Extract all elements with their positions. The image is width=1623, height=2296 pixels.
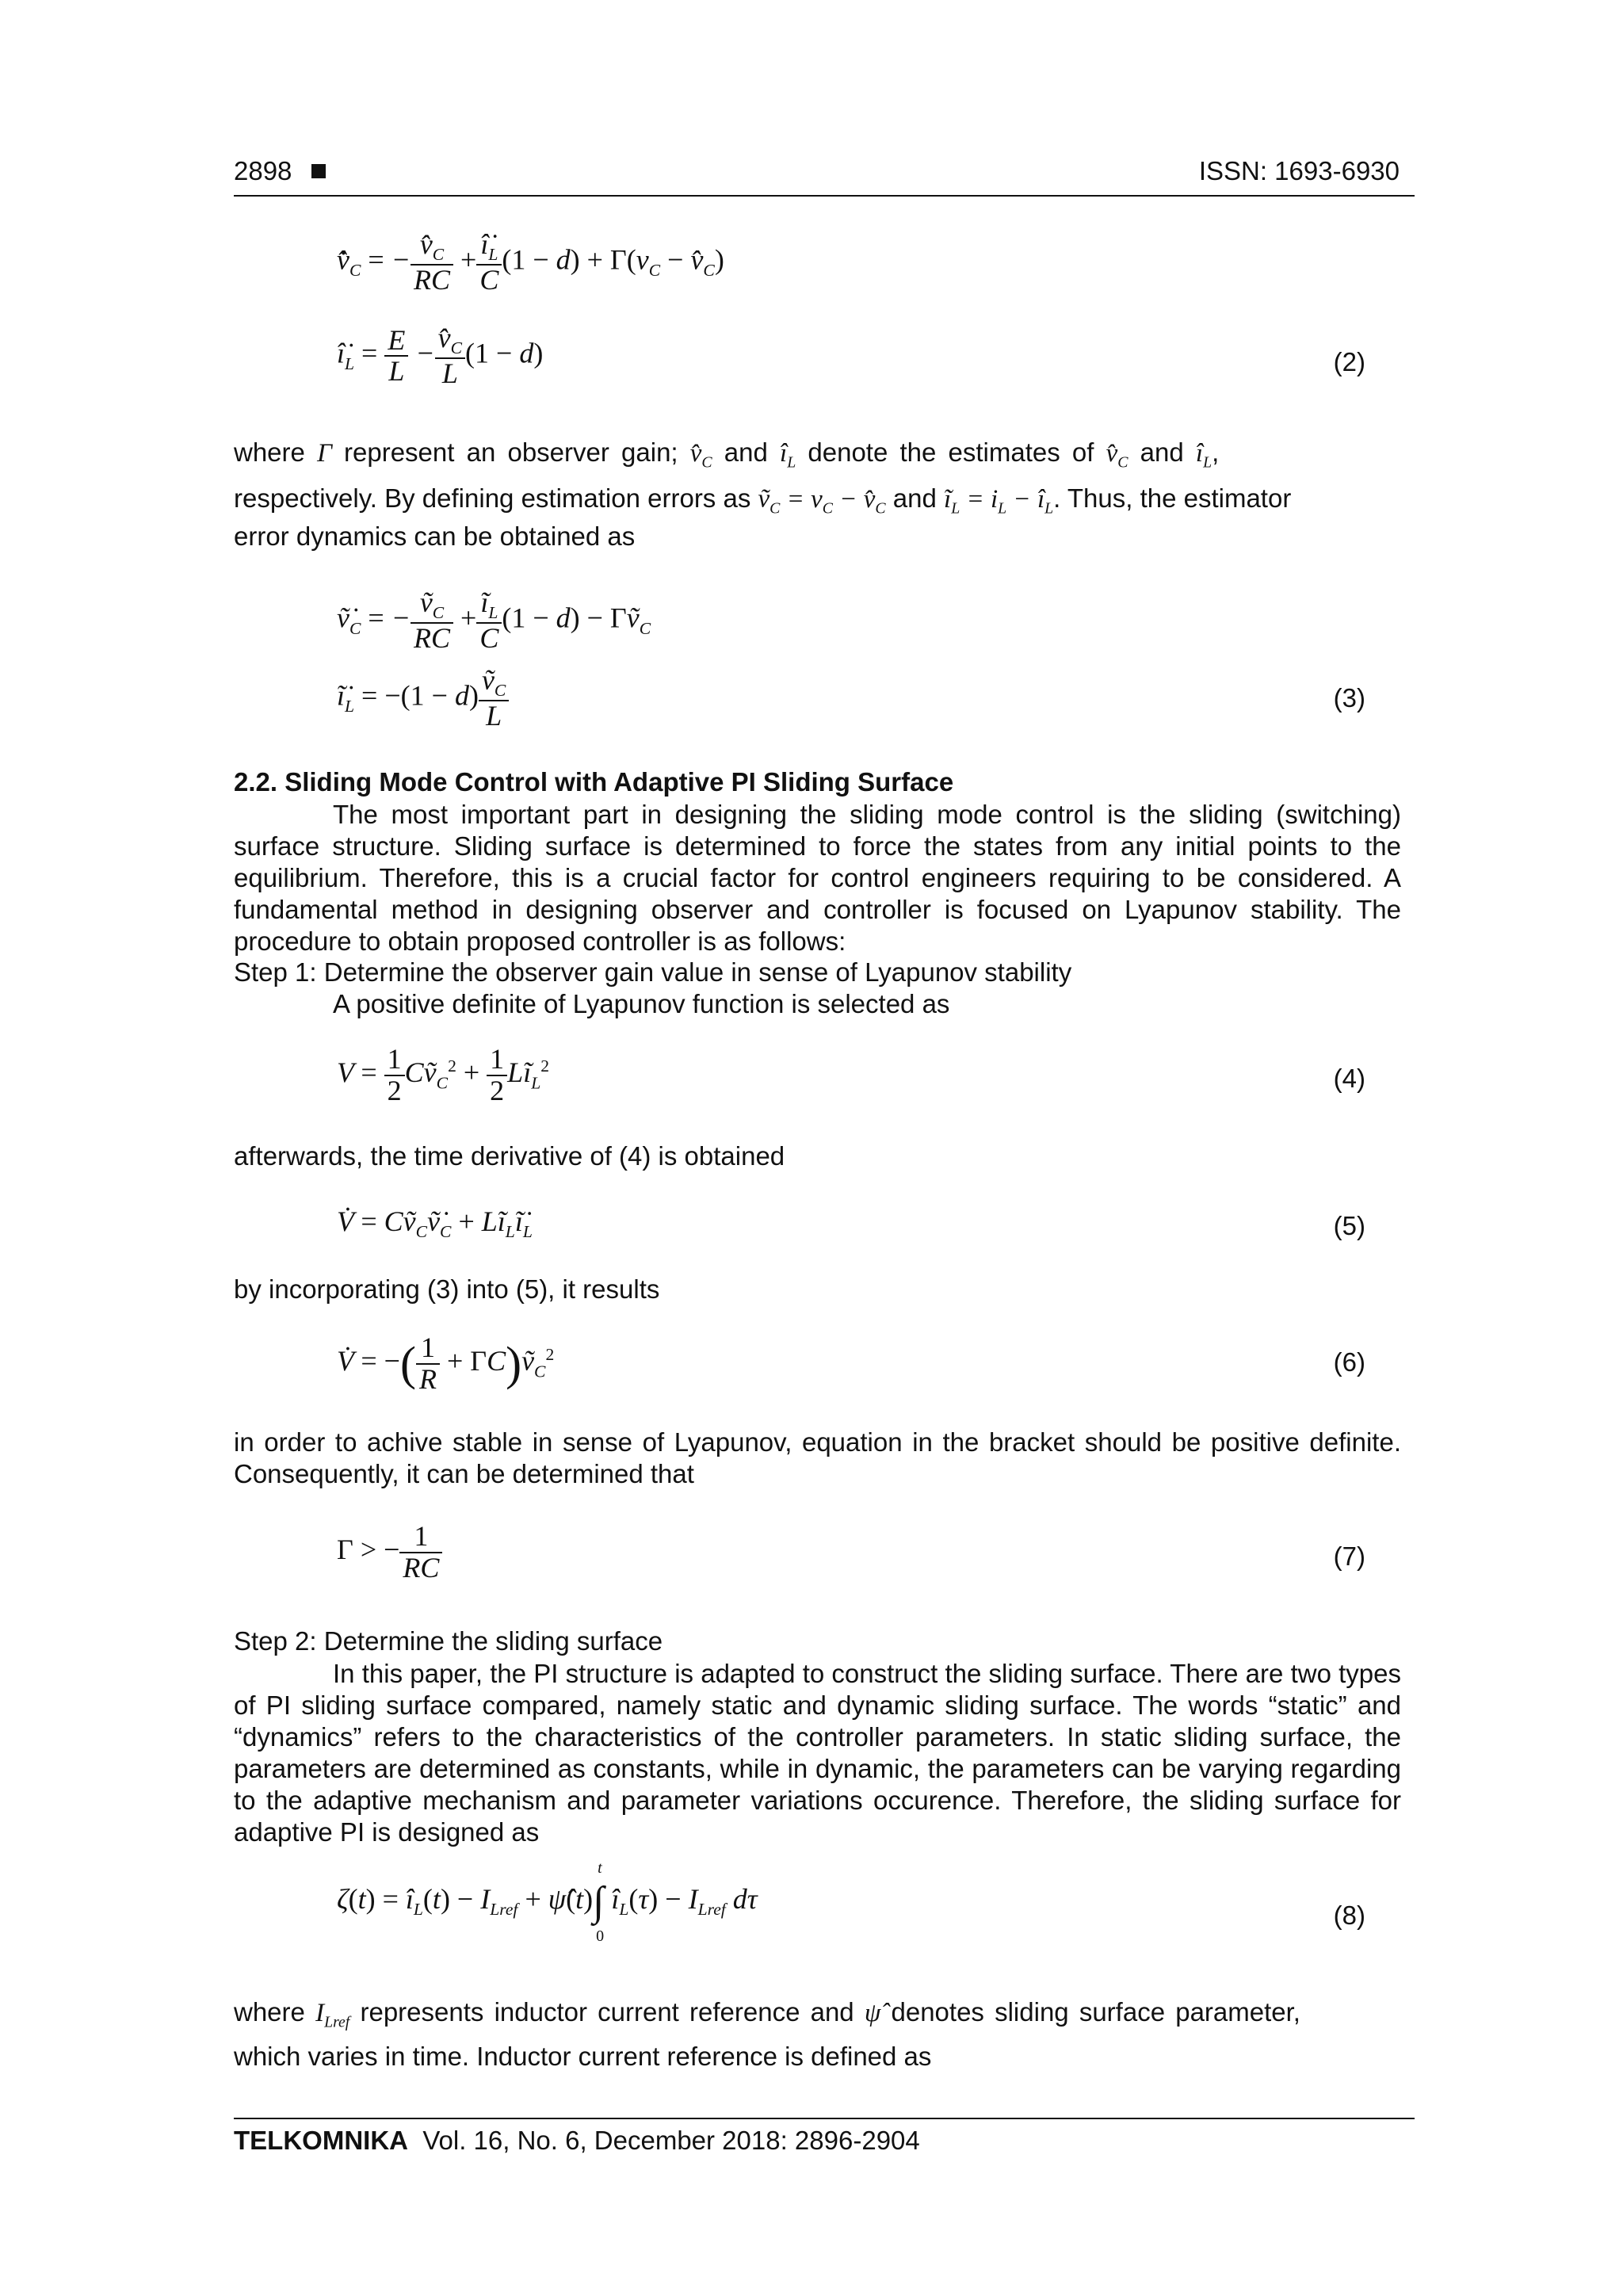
step-2: Step 2: Determine the sliding surface	[234, 1626, 663, 1656]
equation-number-7: (7)	[1333, 1541, 1365, 1571]
text-after-eq5: by incorporating (3) into (5), it results	[234, 1274, 660, 1304]
footer	[234, 2126, 920, 2156]
page-number: 2898	[234, 156, 292, 185]
header-square-bullet	[311, 164, 326, 178]
equation-number-4: (4)	[1333, 1064, 1365, 1093]
paragraph-sliding-intro: The most important part in designing the sliding mode control is the sliding (switching) surface structure. Sliding surface is determined to force the states from any initial points to the equilibrium. Therefore, this is a crucial factor for control engineers requiring to be considered. A fundamental method in designing observer and controller is focused on Lyapunov stability. The procedure to obtain proposed controller is as follows:	[234, 800, 1401, 956]
text-error-dynamics: error dynamics can be obtained as	[234, 521, 636, 551]
equation-3a: $ṽ̇_C$ = − $\frac{ṽ_C}{RC}$ + $\frac{ĩ_L}{C}$ $(1 - d) - \Gamma ṽ_C$	[337, 586, 651, 654]
equation-6: V̇ = −( $\frac{1}{R}$ + $\Gamma C)ṽ_C^2$	[337, 1331, 555, 1395]
text-where-gamma: where Γ represent an observer gain; $v̂_C$ and $î_L$ denote the estimates of $v̂_C$ and $î_L$,	[234, 437, 1220, 472]
paragraph-pi-structure: In this paper, the PI structure is adapted to construct the sliding surface. There are two types of PI sliding surface compared, namely static and dynamic sliding surface. The words “static” and “dynamics” refers to the characteristics of the controller parameters. In static sliding surface, the parameters are determined as constants, while in dynamic, the parameters can be varying regarding to the adaptive mechanism and parameter variations occurence. Therefore, the sliding surface for adaptive PI is designed as	[234, 1659, 1401, 1847]
issn: ISSN: 1693-6930	[1198, 156, 1400, 185]
footer-journal: TELKOMNIKA	[234, 2126, 408, 2155]
equation-2b: $î̇_L$ = $\frac{E}{L}$ − $\frac{v̂_C}{L}$ (1 − d)	[337, 322, 544, 389]
section-heading: 2.2. Sliding Mode Control with Adaptive PI Sliding Surface	[234, 767, 954, 797]
text-where-ilref: where $I_{Lref}$ represents inductor current reference and ψ̂ denotes sliding surface parameter,	[234, 1997, 1300, 2031]
text-after-eq4: afterwards, the time derivative of (4) is obtained	[234, 1141, 785, 1171]
step-1-subtext: A positive definite of Lyapunov function is selected as	[333, 989, 950, 1018]
equation-8: $\zeta(t) = î_L(t) - I_{Lref}$ + ψ̂(t)∫ t 0 $î_L(\tau) - I_{Lref}$ dτ	[337, 1859, 758, 1945]
equation-7: Γ > − $\frac{1}{RC}$	[337, 1522, 442, 1584]
equation-3b: $ĩ̇_L = -(1 - d)$ $\frac{ṽ_C}{L}$	[337, 666, 509, 732]
equation-number-5: (5)	[1333, 1211, 1365, 1240]
step-1: Step 1: Determine the observer gain value in sense of Lyapunov stability	[234, 957, 1072, 987]
equation-number-3: (3)	[1333, 683, 1365, 712]
equation-number-2: (2)	[1333, 347, 1365, 376]
footer-rule	[234, 2118, 1415, 2119]
equation-5: V̇ = $Cṽ_Cṽ̇_C$ + $Lĩ_Lĩ̇_L$	[337, 1205, 533, 1242]
text-last-line: which varies in time. Inductor current reference is defined as	[234, 2042, 932, 2071]
equation-number-8: (8)	[1333, 1901, 1365, 1930]
equation-4: V = $\frac{1}{2}$ $Cṽ_C^2$ + $\frac{1}{2}$ $Lĩ_L^2$	[337, 1043, 550, 1106]
text-after-eq6: in order to achive stable in sense of Lyapunov, equation in the bracket should be positive definite. Consequently, it can be determined that	[234, 1427, 1401, 1488]
footer-details: Vol. 16, No. 6, December 2018: 2896-2904	[422, 2126, 920, 2155]
equation-2a: $v̂̇_C$ = − $\frac{v̂_C}{RC}$ + $\frac{î̇_L}{C}$ $(1 - d) + \Gamma(v_C$ − $v̂_C$)	[337, 228, 724, 296]
text-estimation-errors: respectively. By defining estimation errors as $ṽ_C = v_C$ − $v̂_C$ and $ĩ_L = i_L$ − $î_L$. Thus, the estimator	[234, 483, 1292, 518]
equation-number-6: (6)	[1333, 1347, 1365, 1377]
header-rule	[234, 195, 1415, 197]
